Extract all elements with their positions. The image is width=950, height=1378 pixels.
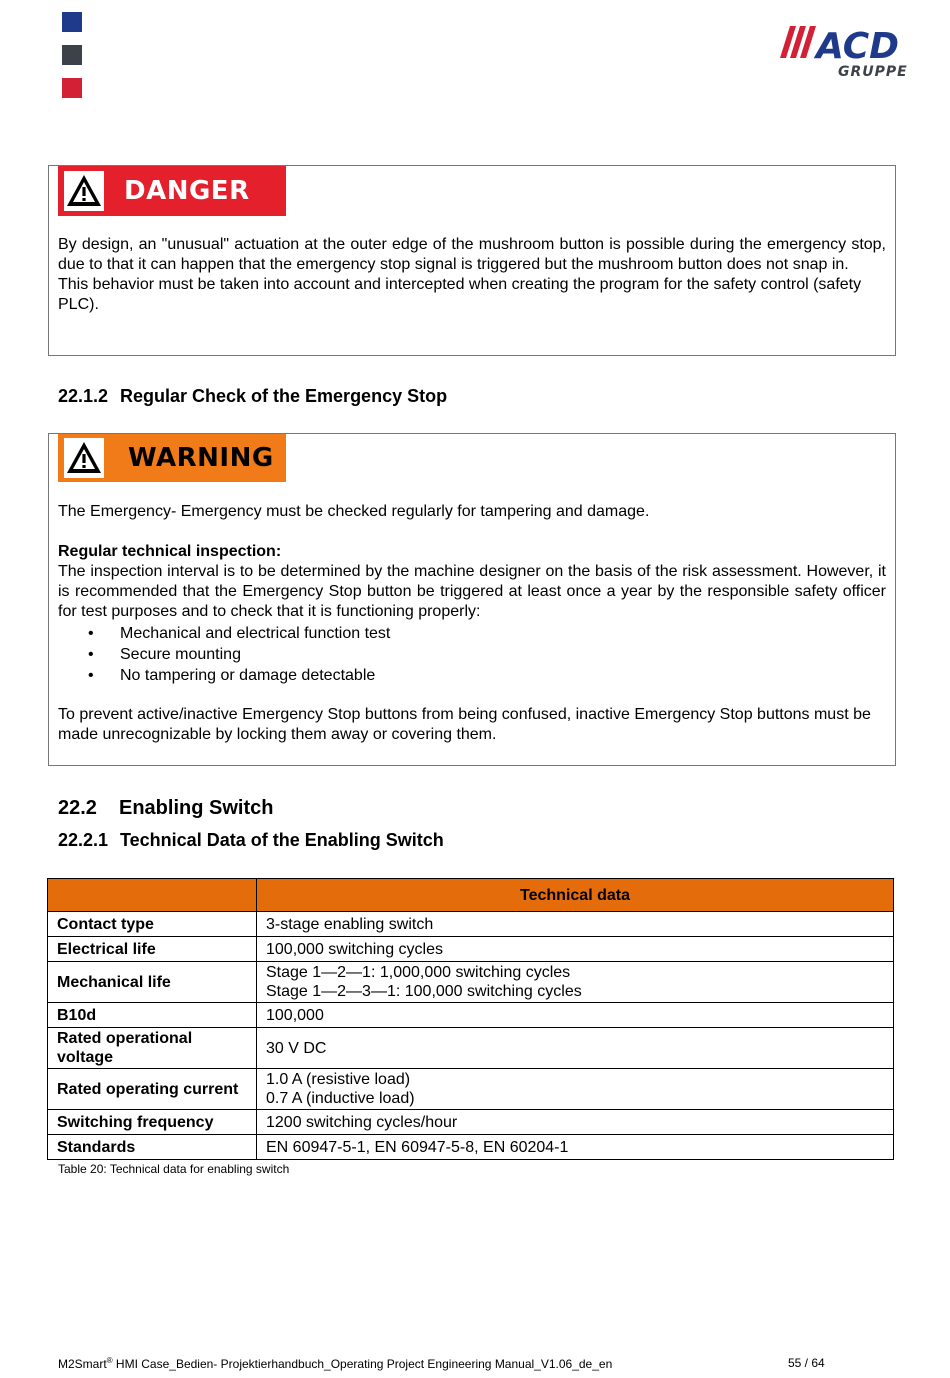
brand-square-blue	[62, 12, 82, 32]
logo-subtext: GRUPPE	[838, 64, 908, 80]
row-value: 100,000 switching cycles	[257, 937, 894, 962]
spacer	[58, 522, 886, 542]
list-item: • Mechanical and electrical function test	[58, 623, 886, 644]
acd-gruppe-logo	[766, 18, 918, 82]
footer-doc-title	[58, 1356, 612, 1371]
brand-square-red	[62, 78, 82, 98]
section-heading-22-1-2	[58, 386, 447, 407]
danger-badge	[58, 166, 286, 216]
section-title: Regular Check of the Emergency Stop	[120, 386, 448, 406]
row-value: 1200 switching cycles/hour	[257, 1110, 894, 1135]
list-item: • Secure mounting	[58, 644, 886, 665]
section-title: Enabling Switch	[119, 797, 274, 819]
inspection-heading: Regular technical inspection:	[58, 543, 282, 560]
row-label: Mechanical life	[48, 962, 257, 1003]
logo-text: ACD	[816, 26, 900, 67]
danger-paragraph: By design, an "unusual" actuation at the outer edge of the mushroom button is possible during the emergency stop, due to that it can happen that the emergency stop signal is triggered but the mushroom button does not snap in.	[58, 236, 886, 273]
inspection-list	[58, 623, 886, 686]
technical-data-table	[47, 878, 894, 1160]
warning-badge	[58, 434, 286, 482]
warning-label: WARNING	[128, 443, 274, 473]
table-row	[48, 1135, 894, 1160]
table-row	[48, 912, 894, 937]
table-row	[48, 1003, 894, 1028]
table-row	[48, 937, 894, 962]
section-heading-22-2	[58, 797, 273, 820]
section-title: Technical Data of the Enabling Switch	[120, 830, 444, 850]
warning-triangle-icon	[64, 171, 104, 211]
section-number: 22.2.1	[58, 830, 109, 850]
row-label: Switching frequency	[48, 1110, 257, 1135]
row-value: 30 V DC	[257, 1028, 894, 1069]
spacer	[58, 686, 886, 705]
table-header-empty	[48, 879, 257, 912]
inspection-text: The inspection interval is to be determined by the machine designer on the basis of the risk assessment. However, it is recommended that the Emergency Stop button be triggered at least once a year by the responsible safety officer for test purposes and to check that it is functioning properly:	[58, 563, 886, 620]
value-line: Stage 1—2—1: 1,000,000 switching cycles	[266, 964, 571, 981]
row-label: Rated operating current	[48, 1069, 257, 1110]
row-label: Standards	[48, 1135, 257, 1160]
row-label: Contact type	[48, 912, 257, 937]
table-header: Technical data	[257, 879, 894, 912]
page-number: 55 / 64	[788, 1356, 825, 1370]
row-value	[257, 962, 894, 1003]
row-label: B10d	[48, 1003, 257, 1028]
footer-doc: HMI Case_Bedien- Projektierhandbuch_Operating Project Engineering Manual_V1.06_de_en	[112, 1357, 613, 1371]
danger-paragraph: This behavior must be taken into account and intercepted when creating the program for the safety control (safety PLC).	[58, 276, 862, 313]
section-number: 22.2	[58, 797, 97, 819]
row-label: Rated operational voltage	[48, 1028, 257, 1069]
warning-intro: The Emergency- Emergency must be checked regularly for tampering and damage.	[58, 503, 650, 520]
footer-product: M2Smart	[58, 1357, 107, 1371]
row-label: Electrical life	[48, 937, 257, 962]
warning-text	[58, 502, 886, 745]
row-value: 100,000	[257, 1003, 894, 1028]
section-number: 22.1.2	[58, 386, 109, 406]
row-value: 3-stage enabling switch	[257, 912, 894, 937]
value-line: 0.7 A (inductive load)	[266, 1090, 415, 1107]
danger-notice	[48, 165, 896, 356]
row-value: EN 60947-5-1, EN 60947-5-8, EN 60204-1	[257, 1135, 894, 1160]
registered-mark: ®	[106, 1356, 113, 1365]
warning-notice	[48, 433, 896, 766]
warning-closing: To prevent active/inactive Emergency Stop buttons from being confused, inactive Emergency Stop buttons must be made unrecognizable by locking them away or covering them.	[58, 706, 871, 743]
row-value	[257, 1069, 894, 1110]
table-row	[48, 962, 894, 1003]
table-header-row	[48, 879, 894, 912]
danger-label: DANGER	[124, 176, 250, 206]
value-line: 1.0 A (resistive load)	[266, 1071, 411, 1088]
table-row	[48, 1110, 894, 1135]
table-caption: Table 20: Technical data for enabling switch	[58, 1162, 290, 1176]
list-item: • No tampering or damage detectable	[58, 665, 886, 686]
brand-square-gray	[62, 45, 82, 65]
danger-text	[58, 235, 886, 315]
value-line: Stage 1—2—3—1: 100,000 switching cycles	[266, 983, 582, 1000]
warning-triangle-icon	[64, 438, 104, 478]
section-heading-22-2-1	[58, 830, 444, 851]
table-row	[48, 1069, 894, 1110]
table-row	[48, 1028, 894, 1069]
